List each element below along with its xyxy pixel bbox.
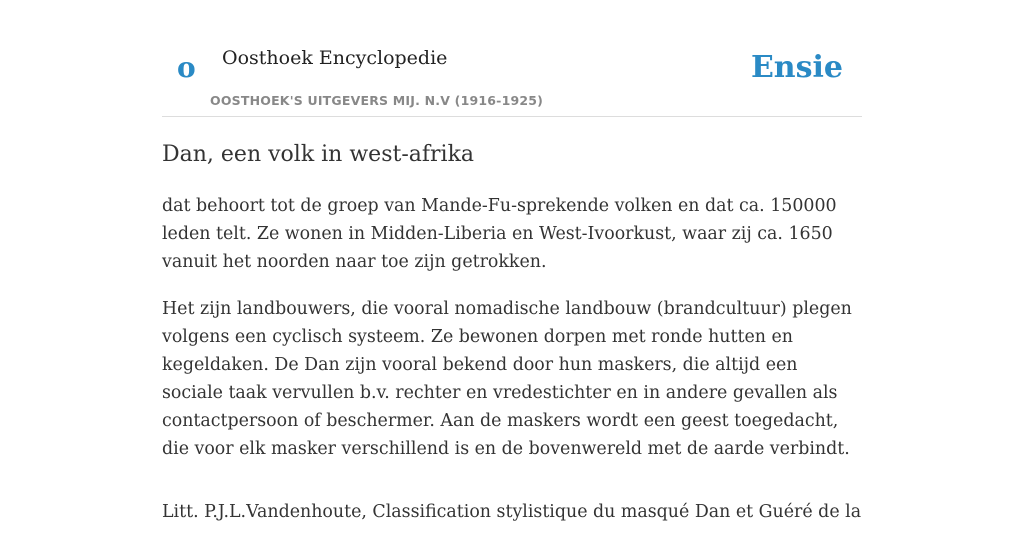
page-container <box>162 0 862 522</box>
literature-reference: Litt. P.J.L.Vandenhoute, Classification stylistique du masqué Dan et Guéré de la <box>162 502 862 522</box>
article-paragraph: dat behoort tot de groep van Mande-Fu-sprekende volken en dat ca. 150000 leden telt. Ze wonen in Midden-Liberia en West-Ivoorkust, waar zij ca. 1650 vanuit het noorden naar toe zijn getrokken. <box>162 196 837 272</box>
brand-logo[interactable]: Ensie <box>750 50 843 85</box>
article-title: Dan, een volk in west-afrika <box>162 142 475 167</box>
article-paragraph: Het zijn landbouwers, die vooral nomadische landbouw (brandcultuur) plegen volgens een cyclisch systeem. Ze bewonen dorpen met ronde hutten en kegeldaken. De Dan zijn vooral bekend door hun maskers, die altijd een sociale taak vervullen b.v. rechter en vredestichter en in andere gevallen als contactpersoon of beschermer. Aan de maskers wordt een geest toegedacht, die voor elk masker verschillend is en de bovenwereld met de aarde verbindt. <box>162 299 852 459</box>
site-title[interactable]: Oosthoek Encyclopedie <box>222 47 448 69</box>
article-body <box>162 192 862 545</box>
site-header <box>162 0 862 117</box>
logo-icon[interactable]: o <box>177 51 196 84</box>
publisher-label: OOSTHOEK'S UITGEVERS MIJ. N.V (1916-1925) <box>210 93 544 108</box>
